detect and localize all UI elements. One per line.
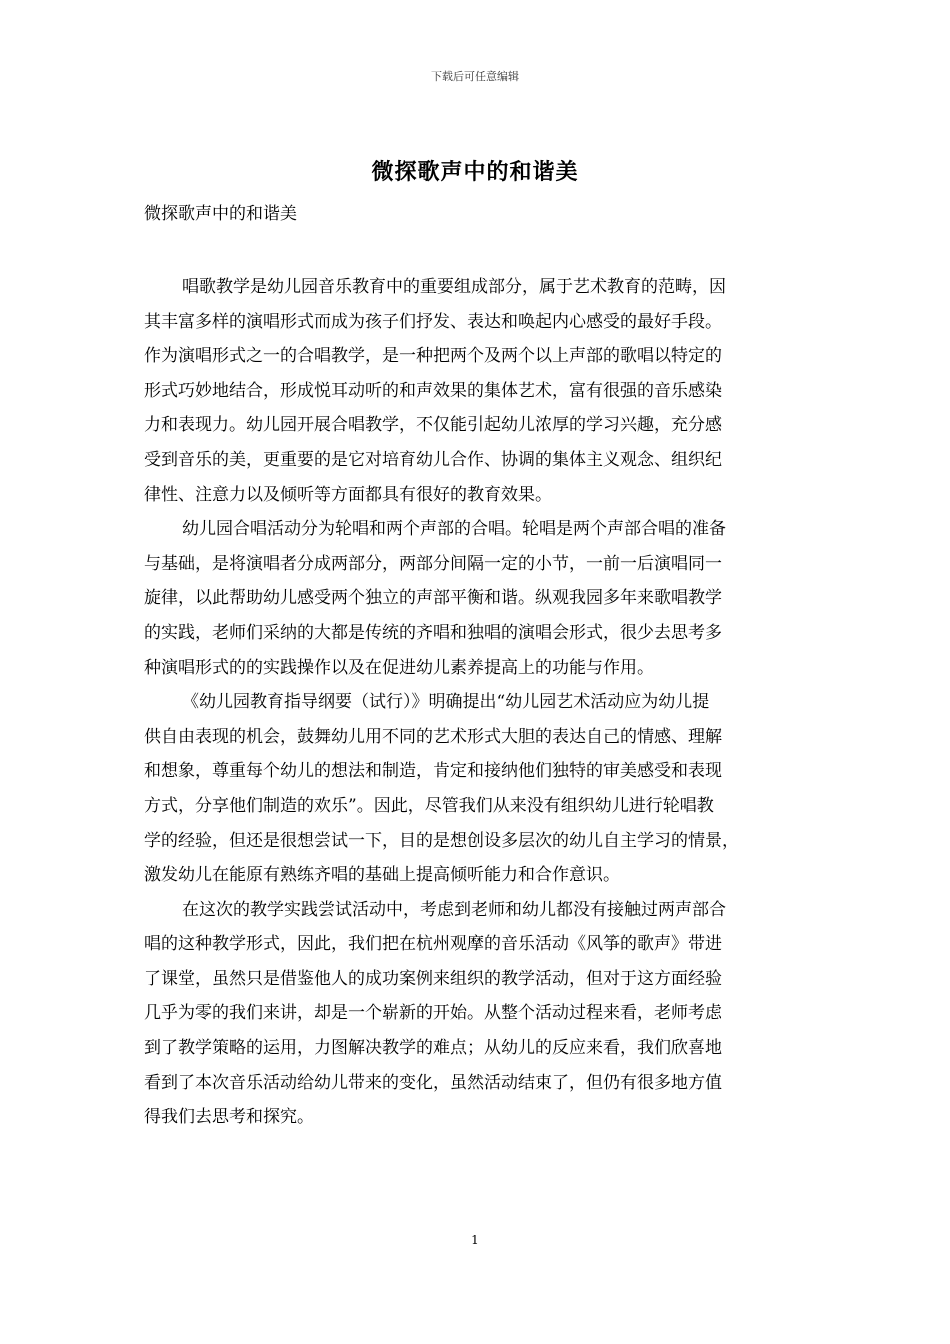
paragraph-line: 受到音乐的美，更重要的是它对培育幼儿合作、协调的集体主义观念、组织纪: [144, 449, 722, 470]
paragraph-line: 形式巧妙地结合，形成悦耳动听的和声效果的集体艺术，富有很强的音乐感染: [144, 380, 722, 401]
document-subtitle: 微探歌声中的和谐美: [144, 204, 297, 224]
paragraph-line: 《幼儿园教育指导纲要（试行）》明确提出“幼儿园艺术活动应为幼儿提: [182, 692, 710, 713]
paragraph-1: [144, 270, 806, 512]
paragraph-line: 幼儿园合唱活动分为轮唱和两个声部的合唱。轮唱是两个声部合唱的准备: [182, 519, 726, 540]
paragraph-line: 到了教学策略的运用，力图解决教学的难点；从幼儿的反应来看，我们欣喜地: [144, 1038, 722, 1059]
paragraph-line: 学的经验，但还是很想尝试一下，目的是想创设多层次的幼儿自主学习的情景，: [144, 830, 739, 851]
paragraph-line: 激发幼儿在能原有熟练齐唱的基础上提高倾听能力和合作意识。: [144, 865, 620, 886]
paragraph-line: 在这次的教学实践尝试活动中，考虑到老师和幼儿都没有接触过两声部合: [182, 899, 726, 920]
header-note: 下载后可任意编辑: [431, 70, 519, 83]
paragraph-line: 唱的这种教学形式，因此，我们把在杭州观摩的音乐活动《风筝的歌声》带进: [144, 934, 722, 955]
paragraph-line: 与基础，是将演唱者分成两部分，两部分间隔一定的小节，一前一后演唱同一: [144, 553, 722, 574]
paragraph-line: 力和表现力。幼儿园开展合唱教学，不仅能引起幼儿浓厚的学习兴趣，充分感: [144, 415, 722, 436]
paragraph-line: 了课堂，虽然只是借鉴他人的成功案例来组织的教学活动，但对于这方面经验: [144, 968, 722, 989]
body-text: [144, 270, 806, 1135]
paragraph-line: 旋律，以此帮助幼儿感受两个独立的声部平衡和谐。纵观我园多年来歌唱教学: [144, 588, 722, 609]
paragraph-2: [144, 512, 806, 685]
paragraph-line: 几乎为零的我们来讲，却是一个崭新的开始。从整个活动过程来看，老师考虑: [144, 1003, 722, 1024]
paragraph-line: 律性、注意力以及倾听等方面都具有很好的教育效果。: [144, 484, 552, 505]
paragraph-line: 作为演唱形式之一的合唱教学，是一种把两个及两个以上声部的歌唱以特定的: [144, 346, 722, 367]
paragraph-line: 得我们去思考和探究。: [144, 1107, 314, 1128]
paragraph-line: 的实践，老师们采纳的大都是传统的齐唱和独唱的演唱会形式，很少去思考多: [144, 622, 722, 643]
page-number: 1: [471, 1233, 479, 1247]
paragraph-3: [144, 685, 806, 893]
paragraph-line: 种演唱形式的的实践操作以及在促进幼儿素养提高上的功能与作用。: [144, 657, 654, 678]
paragraph-line: 方式，分享他们制造的欢乐”。因此，尽管我们从来没有组织幼儿进行轮唱教: [144, 795, 714, 816]
paragraph-line: 供自由表现的机会，鼓舞幼儿用不同的艺术形式大胆的表达自己的情感、理解: [144, 726, 722, 747]
paragraph-line: 看到了本次音乐活动给幼儿带来的变化，虽然活动结束了，但仍有很多地方值: [144, 1072, 722, 1093]
paragraph-4: [144, 893, 806, 1135]
paragraph-line: 其丰富多样的演唱形式而成为孩子们抒发、表达和唤起内心感受的最好手段。: [144, 311, 722, 332]
document-title: 微探歌声中的和谐美: [371, 159, 579, 185]
paragraph-line: 唱歌教学是幼儿园音乐教育中的重要组成部分，属于艺术教育的范畴，因: [182, 277, 726, 297]
paragraph-line: 和想象，尊重每个幼儿的想法和制造，肯定和接纳他们独特的审美感受和表现: [144, 761, 722, 782]
